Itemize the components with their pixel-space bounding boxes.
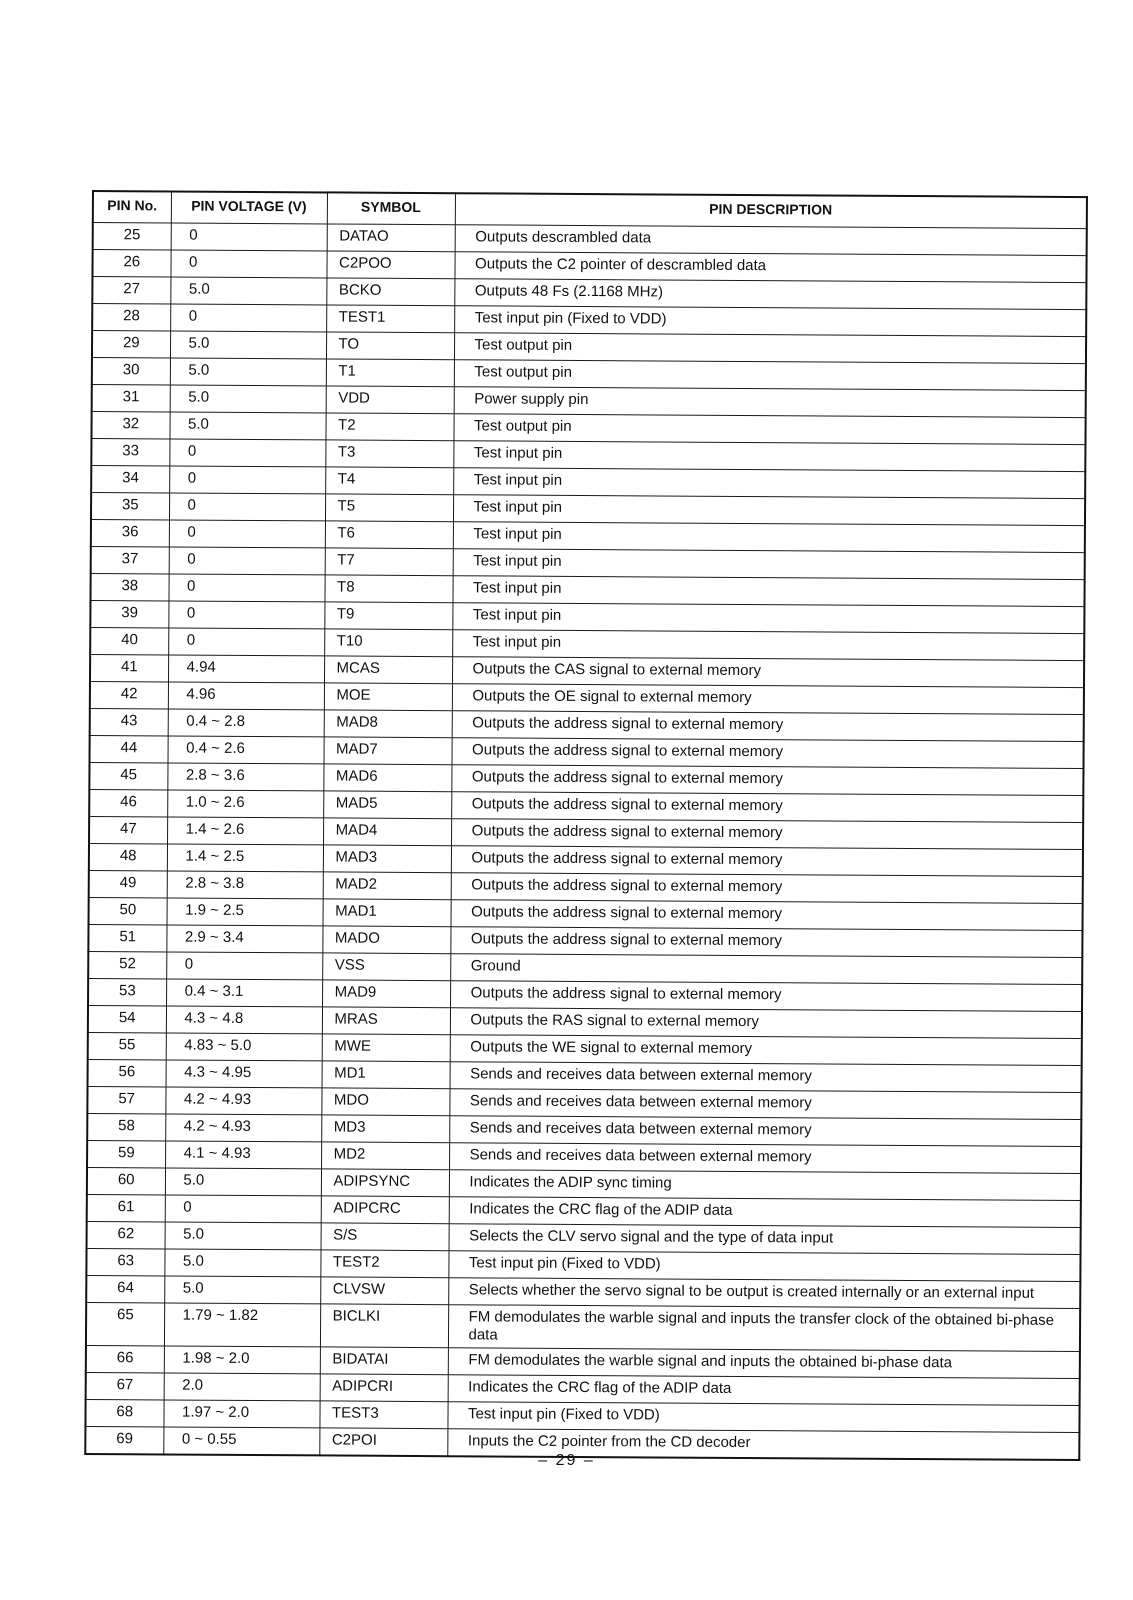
symbol-cell: T10 bbox=[324, 629, 452, 657]
description-cell: Sends and receives data between external memory bbox=[450, 1062, 1082, 1093]
description-cell: Indicates the CRC flag of the ADIP data bbox=[449, 1197, 1081, 1228]
pin-number-cell: 43 bbox=[90, 708, 168, 735]
symbol-cell: TEST2 bbox=[320, 1250, 448, 1278]
description-cell: Sends and receives data between external memory bbox=[449, 1143, 1081, 1174]
pin-number-cell: 35 bbox=[91, 493, 169, 520]
pin-number-cell: 45 bbox=[89, 762, 167, 789]
pin-number-cell: 28 bbox=[92, 304, 170, 331]
symbol-cell: ADIPCRC bbox=[321, 1196, 449, 1224]
symbol-cell: MOE bbox=[324, 683, 452, 711]
header-pin-voltage: PIN VOLTAGE (V) bbox=[171, 191, 327, 223]
description-cell: Outputs the address signal to external memory bbox=[451, 765, 1083, 796]
symbol-cell: VSS bbox=[322, 953, 450, 981]
pin-voltage-cell: 0.4 ~ 2.6 bbox=[168, 736, 324, 764]
description-cell: Sends and receives data between external memory bbox=[449, 1089, 1081, 1120]
pin-voltage-cell: 2.8 ~ 3.6 bbox=[167, 763, 323, 791]
description-cell: Outputs the address signal to external memory bbox=[451, 819, 1083, 850]
description-cell: Outputs the address signal to external memory bbox=[452, 711, 1084, 742]
pin-voltage-cell: 4.94 bbox=[168, 655, 324, 683]
pin-number-cell: 52 bbox=[88, 951, 166, 978]
pin-number-cell: 25 bbox=[93, 223, 171, 250]
pin-voltage-cell: 4.96 bbox=[168, 682, 324, 710]
symbol-cell: MAD5 bbox=[323, 791, 451, 819]
description-cell: Outputs the C2 pointer of descrambled data bbox=[454, 252, 1086, 283]
symbol-cell: MCAS bbox=[324, 656, 452, 684]
description-cell: Test output pin bbox=[453, 414, 1085, 445]
pin-voltage-cell: 2.8 ~ 3.8 bbox=[167, 871, 323, 899]
description-cell: Test input pin bbox=[452, 576, 1084, 607]
pin-number-cell: 66 bbox=[86, 1345, 164, 1372]
description-cell: Outputs the address signal to external memory bbox=[451, 792, 1083, 823]
pin-voltage-cell: 0 bbox=[169, 493, 325, 521]
pin-voltage-cell: 0 bbox=[169, 520, 325, 548]
symbol-cell: MD1 bbox=[322, 1061, 450, 1089]
pin-voltage-cell: 4.3 ~ 4.95 bbox=[166, 1060, 322, 1088]
description-cell: Outputs the OE signal to external memory bbox=[452, 684, 1084, 715]
pin-number-cell: 40 bbox=[90, 627, 168, 654]
symbol-cell: ADIPSYNC bbox=[321, 1169, 449, 1197]
pin-voltage-cell: 4.3 ~ 4.8 bbox=[166, 1006, 322, 1034]
pin-number-cell: 38 bbox=[90, 573, 168, 600]
pin-number-cell: 47 bbox=[89, 816, 167, 843]
pin-table-sheet bbox=[84, 190, 1088, 1461]
pin-number-cell: 27 bbox=[92, 277, 170, 304]
pin-number-cell: 46 bbox=[89, 789, 167, 816]
description-cell: Test input pin (Fixed to VDD) bbox=[448, 1251, 1080, 1282]
pin-number-cell: 50 bbox=[89, 897, 167, 924]
pin-number-cell: 37 bbox=[91, 546, 169, 573]
pin-voltage-cell: 0.4 ~ 3.1 bbox=[166, 979, 322, 1007]
symbol-cell: T6 bbox=[325, 521, 453, 549]
pin-number-cell: 65 bbox=[86, 1302, 164, 1345]
pin-voltage-cell: 1.4 ~ 2.5 bbox=[167, 844, 323, 872]
pin-voltage-cell: 0 bbox=[168, 601, 324, 629]
description-cell: Selects the CLV servo signal and the type of data input bbox=[449, 1224, 1081, 1255]
pin-table bbox=[84, 190, 1088, 1461]
pin-voltage-cell: 4.2 ~ 4.93 bbox=[165, 1114, 321, 1142]
pin-voltage-cell: 1.9 ~ 2.5 bbox=[167, 898, 323, 926]
pin-voltage-cell: 4.2 ~ 4.93 bbox=[165, 1087, 321, 1115]
pin-number-cell: 59 bbox=[87, 1140, 165, 1167]
description-cell: Test input pin bbox=[452, 603, 1084, 634]
pin-number-cell: 42 bbox=[90, 681, 168, 708]
symbol-cell: T4 bbox=[325, 467, 453, 495]
pin-number-cell: 30 bbox=[92, 358, 170, 385]
description-cell: Outputs 48 Fs (2.1168 MHz) bbox=[454, 279, 1086, 310]
symbol-cell: ADIPCRI bbox=[320, 1374, 448, 1402]
symbol-cell: T5 bbox=[325, 494, 453, 522]
pin-voltage-cell: 1.0 ~ 2.6 bbox=[167, 790, 323, 818]
description-cell: Outputs the address signal to external memory bbox=[450, 981, 1082, 1012]
symbol-cell: VDD bbox=[326, 386, 454, 414]
symbol-cell: C2POI bbox=[319, 1428, 447, 1456]
symbol-cell: MAD1 bbox=[323, 899, 451, 927]
description-cell: Indicates the CRC flag of the ADIP data bbox=[448, 1375, 1080, 1406]
description-cell: FM demodulates the warble signal and inputs the transfer clock of the obtained bi-phase data bbox=[448, 1305, 1080, 1352]
pin-voltage-cell: 0 bbox=[171, 223, 327, 251]
pin-number-cell: 31 bbox=[92, 385, 170, 412]
description-cell: Test input pin bbox=[453, 495, 1085, 526]
pin-voltage-cell: 0 bbox=[169, 466, 325, 494]
pin-voltage-cell: 0 bbox=[168, 574, 324, 602]
pin-number-cell: 61 bbox=[87, 1194, 165, 1221]
description-cell: Test input pin (Fixed to VDD) bbox=[447, 1402, 1079, 1433]
description-cell: Outputs the address signal to external memory bbox=[451, 846, 1083, 877]
description-cell: Outputs the CAS signal to external memory bbox=[452, 657, 1084, 688]
pin-voltage-cell: 5.0 bbox=[170, 385, 326, 413]
pin-number-cell: 26 bbox=[92, 250, 170, 277]
symbol-cell: MDO bbox=[321, 1088, 449, 1116]
symbol-cell: MAD7 bbox=[323, 737, 451, 765]
description-cell: Test output pin bbox=[454, 360, 1086, 391]
symbol-cell: T2 bbox=[325, 413, 453, 441]
pin-number-cell: 49 bbox=[89, 870, 167, 897]
pin-number-cell: 57 bbox=[87, 1086, 165, 1113]
pin-number-cell: 68 bbox=[85, 1399, 163, 1426]
symbol-cell: T1 bbox=[326, 359, 454, 387]
description-cell: Test input pin (Fixed to VDD) bbox=[454, 306, 1086, 337]
header-pin-no: PIN No. bbox=[93, 191, 171, 223]
description-cell: Test input pin bbox=[453, 549, 1085, 580]
pin-number-cell: 32 bbox=[91, 412, 169, 439]
symbol-cell: TEST1 bbox=[326, 305, 454, 333]
pin-number-cell: 39 bbox=[90, 600, 168, 627]
pin-number-cell: 44 bbox=[90, 735, 168, 762]
pin-voltage-cell: 0 bbox=[170, 250, 326, 278]
symbol-cell: MAD6 bbox=[323, 764, 451, 792]
symbol-cell: T8 bbox=[324, 575, 452, 603]
description-cell: Outputs the address signal to external memory bbox=[451, 738, 1083, 769]
symbol-cell: BCKO bbox=[326, 278, 454, 306]
description-cell: Test input pin bbox=[453, 441, 1085, 472]
pin-voltage-cell: 0 bbox=[166, 952, 322, 980]
pin-number-cell: 55 bbox=[88, 1032, 166, 1059]
description-cell: Test output pin bbox=[454, 333, 1086, 364]
pin-number-cell: 41 bbox=[90, 654, 168, 681]
symbol-cell: MAD8 bbox=[324, 710, 452, 738]
description-cell: Test input pin bbox=[453, 468, 1085, 499]
symbol-cell: T7 bbox=[325, 548, 453, 576]
description-cell: Indicates the ADIP sync timing bbox=[449, 1170, 1081, 1201]
description-cell: Outputs the address signal to external memory bbox=[451, 900, 1083, 931]
pin-voltage-cell: 1.97 ~ 2.0 bbox=[163, 1400, 319, 1428]
pin-voltage-cell: 0 bbox=[169, 439, 325, 467]
pin-voltage-cell: 5.0 bbox=[169, 412, 325, 440]
pin-number-cell: 67 bbox=[86, 1372, 164, 1399]
pin-number-cell: 58 bbox=[87, 1113, 165, 1140]
header-pin-description: PIN DESCRIPTION bbox=[455, 193, 1087, 228]
page-number: – 29 – bbox=[538, 1452, 595, 1469]
pin-number-cell: 29 bbox=[92, 331, 170, 358]
pin-voltage-cell: 5.0 bbox=[165, 1168, 321, 1196]
description-cell: Outputs the address signal to external memory bbox=[451, 873, 1083, 904]
description-cell: Inputs the C2 pointer from the CD decoder bbox=[447, 1429, 1079, 1460]
pin-voltage-cell: 0 bbox=[169, 547, 325, 575]
pin-voltage-cell: 0 ~ 0.55 bbox=[163, 1427, 319, 1455]
description-cell: Test input pin bbox=[453, 522, 1085, 553]
pin-voltage-cell: 0 bbox=[168, 628, 324, 656]
pin-number-cell: 33 bbox=[91, 439, 169, 466]
symbol-cell: TEST3 bbox=[319, 1401, 447, 1429]
description-cell: Outputs the address signal to external memory bbox=[450, 927, 1082, 958]
pin-voltage-cell: 5.0 bbox=[164, 1276, 320, 1304]
pin-voltage-cell: 0.4 ~ 2.8 bbox=[168, 709, 324, 737]
description-cell: FM demodulates the warble signal and inputs the obtained bi-phase data bbox=[448, 1348, 1080, 1379]
pin-number-cell: 51 bbox=[88, 924, 166, 951]
pin-number-cell: 64 bbox=[86, 1275, 164, 1302]
symbol-cell: S/S bbox=[321, 1223, 449, 1251]
pin-voltage-cell: 5.0 bbox=[165, 1222, 321, 1250]
symbol-cell: CLVSW bbox=[320, 1277, 448, 1305]
symbol-cell: MD2 bbox=[321, 1142, 449, 1170]
symbol-cell: MAD4 bbox=[323, 818, 451, 846]
pin-voltage-cell: 5.0 bbox=[170, 277, 326, 305]
pin-voltage-cell: 1.79 ~ 1.82 bbox=[164, 1303, 320, 1347]
table-row bbox=[86, 1302, 1080, 1351]
description-cell: Outputs the RAS signal to external memory bbox=[450, 1008, 1082, 1039]
symbol-cell: MRAS bbox=[322, 1007, 450, 1035]
pin-voltage-cell: 5.0 bbox=[170, 331, 326, 359]
description-cell: Sends and receives data between external memory bbox=[449, 1116, 1081, 1147]
pin-voltage-cell: 4.1 ~ 4.93 bbox=[165, 1141, 321, 1169]
symbol-cell: BICLKI bbox=[320, 1304, 448, 1348]
symbol-cell: TO bbox=[326, 332, 454, 360]
symbol-cell: MAD9 bbox=[322, 980, 450, 1008]
description-cell: Outputs the WE signal to external memory bbox=[450, 1035, 1082, 1066]
pin-voltage-cell: 5.0 bbox=[164, 1249, 320, 1277]
pin-number-cell: 69 bbox=[85, 1426, 163, 1454]
symbol-cell: MWE bbox=[322, 1034, 450, 1062]
pin-number-cell: 54 bbox=[88, 1005, 166, 1032]
symbol-cell: DATAO bbox=[327, 224, 455, 252]
pin-voltage-cell: 2.9 ~ 3.4 bbox=[166, 925, 322, 953]
description-cell: Test input pin bbox=[452, 630, 1084, 661]
symbol-cell: MADO bbox=[322, 926, 450, 954]
pin-number-cell: 36 bbox=[91, 519, 169, 546]
pin-voltage-cell: 0 bbox=[170, 304, 326, 332]
pin-number-cell: 56 bbox=[88, 1059, 166, 1086]
description-cell: Selects whether the servo signal to be output is created internally or an external input bbox=[448, 1278, 1080, 1309]
pin-voltage-cell: 1.98 ~ 2.0 bbox=[164, 1346, 320, 1374]
pin-number-cell: 48 bbox=[89, 843, 167, 870]
pin-number-cell: 62 bbox=[87, 1221, 165, 1248]
symbol-cell: MAD2 bbox=[323, 872, 451, 900]
symbol-cell: C2POO bbox=[326, 251, 454, 279]
pin-number-cell: 34 bbox=[91, 466, 169, 493]
pin-table-body bbox=[85, 223, 1087, 1461]
pin-number-cell: 63 bbox=[86, 1248, 164, 1275]
symbol-cell: MAD3 bbox=[323, 845, 451, 873]
pin-voltage-cell: 4.83 ~ 5.0 bbox=[166, 1033, 322, 1061]
description-cell: Power supply pin bbox=[454, 387, 1086, 418]
pin-number-cell: 60 bbox=[87, 1167, 165, 1194]
description-cell: Outputs descrambled data bbox=[455, 225, 1087, 256]
pin-voltage-cell: 2.0 bbox=[164, 1373, 320, 1401]
header-symbol: SYMBOL bbox=[327, 192, 455, 224]
pin-voltage-cell: 0 bbox=[165, 1195, 321, 1223]
pin-voltage-cell: 1.4 ~ 2.6 bbox=[167, 817, 323, 845]
symbol-cell: T9 bbox=[324, 602, 452, 630]
symbol-cell: MD3 bbox=[321, 1115, 449, 1143]
symbol-cell: T3 bbox=[325, 440, 453, 468]
description-cell: Ground bbox=[450, 954, 1082, 985]
pin-number-cell: 53 bbox=[88, 978, 166, 1005]
pin-voltage-cell: 5.0 bbox=[170, 358, 326, 386]
symbol-cell: BIDATAI bbox=[320, 1347, 448, 1375]
